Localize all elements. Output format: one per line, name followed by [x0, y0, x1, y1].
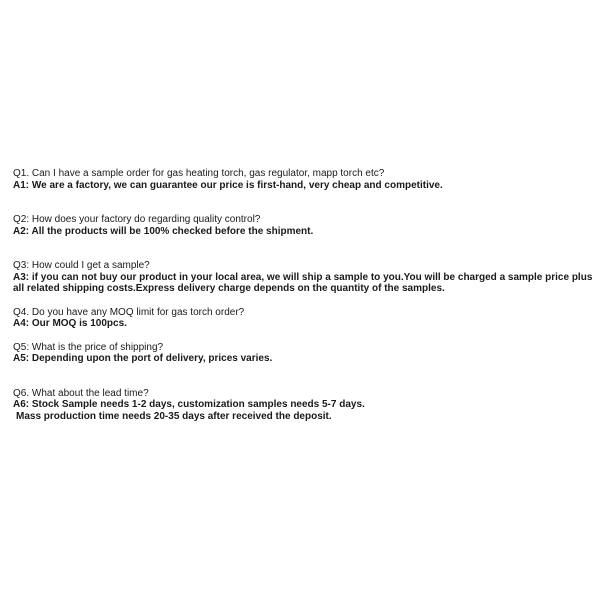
faq-question-2: Q2: How does your factory do regarding quality control? [13, 214, 261, 225]
faq-question-4: Q4. Do you have any MOQ limit for gas torch order? [13, 306, 245, 318]
faq-item-5 [13, 342, 593, 365]
faq-answer-4: A4: Our MOQ is 100pcs. [13, 318, 127, 329]
faq-item-1 [13, 168, 593, 191]
faq-question-5: Q5: What is the price of shipping? [13, 341, 164, 353]
faq-answer-1: A1: We are a factory, we can guarantee our price is first-hand, very cheap and competitive. [13, 179, 443, 191]
faq-answer-3-line-1: A3: if you can not buy our product in your local area, we will ship a sample to you.You will be charged a sample price plus [13, 271, 593, 283]
faq-question-6: Q6. What about the lead time? [13, 387, 149, 399]
faq-answer-2: A2: All the products will be 100% checked before the shipment. [13, 225, 314, 237]
faq-question-3: Q3: How could I get a sample? [13, 260, 150, 271]
faq-answer-6-line-1: A6: Stock Sample needs 1-2 days, customization samples needs 5-7 days. [13, 399, 365, 410]
faq-item-2 [13, 214, 593, 237]
faq-item-6 [13, 388, 593, 423]
faq-answer-5: A5: Depending upon the port of delivery, prices varies. [13, 353, 273, 364]
faq-answer-6-line-2: Mass production time needs 20-35 days after received the deposit. [16, 410, 332, 422]
faq-answer-3-line-2: all related shipping costs.Express delivery charge depends on the quantity of the samples. [13, 283, 445, 294]
faq-question-1: Q1. Can I have a sample order for gas heating torch, gas regulator, mapp torch etc? [13, 168, 385, 179]
faq-section [13, 168, 593, 422]
faq-item-3 [13, 260, 593, 295]
faq-item-4 [13, 307, 593, 330]
